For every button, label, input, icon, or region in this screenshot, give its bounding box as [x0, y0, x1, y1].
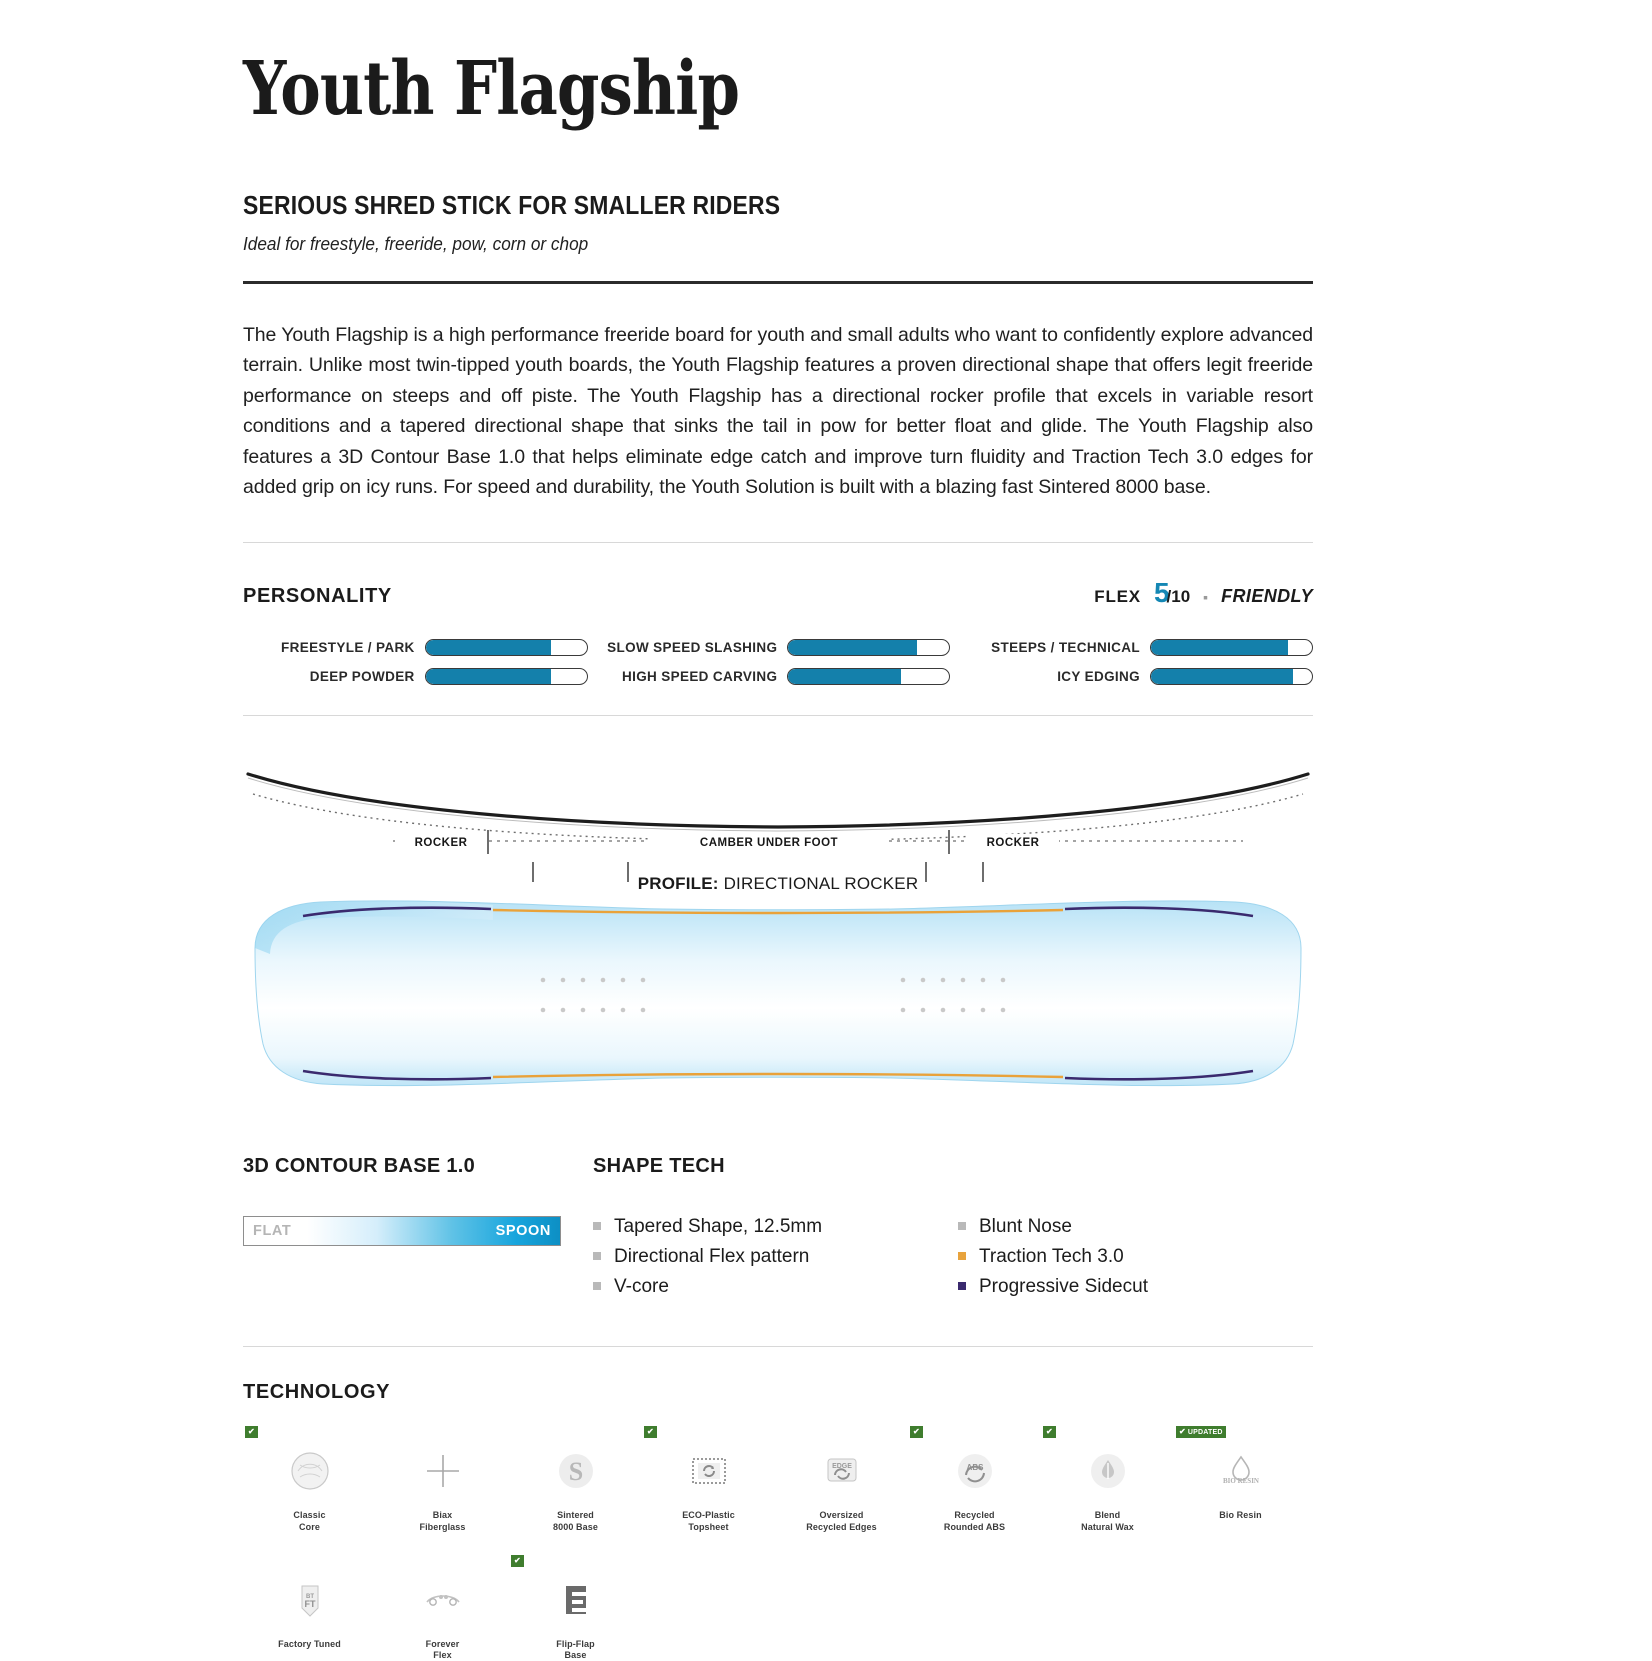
technology-item-label: [376, 1510, 509, 1533]
shape-tech-label: Tapered Shape, 12.5mm: [614, 1216, 823, 1238]
product-description: The Youth Flagship is a high performance freeride board for youth and small adults who want to confidently explore advanced terrain. Unlike most twin-tipped youth boards, the Youth Flagship features a proven directional shape that offers legit freeride performance on steeps and off piste. The Youth Flagship has a directional rocker profile that excels in variable resort conditions and a tapered directional shape that sinks the tail in pow for better float and glide. The Youth Flagship also features a 3D Contour Base 1.0 that helps eliminate edge catch and improve turn fluidity and Traction Tech 3.0 edges for added grip on icy runs. For speed and durability, the Youth Solution is built with a blazing fast Sintered 8000 base.: [243, 324, 1313, 499]
product-tagline: Ideal for freestyle, freeride, pow, corn or chop: [243, 233, 589, 254]
bullet-icon: [593, 1252, 601, 1260]
bullet-icon: [958, 1282, 966, 1290]
personality-bar-row: [606, 639, 951, 656]
eco-plastic-topsheet-icon: [642, 1440, 775, 1502]
personality-bar-label: STEEPS / TECHNICAL: [991, 640, 1140, 656]
shape-tech-label: Directional Flex pattern: [614, 1246, 810, 1268]
flex-denominator: /10: [1166, 587, 1191, 607]
header-divider: [243, 281, 1313, 284]
flex-value: 5: [1153, 577, 1170, 609]
personality-bar-track: [1150, 668, 1313, 685]
personality-bar-fill: [788, 640, 917, 655]
technology-item-label: [243, 1639, 376, 1650]
personality-bar-track: [787, 639, 950, 656]
profile-caption: [243, 874, 1313, 894]
oversized-recycled-edges-icon: [775, 1440, 908, 1502]
personality-bar-track: [1150, 639, 1313, 656]
technology-item-label: [775, 1510, 908, 1533]
contour-and-shape-tech: [243, 1155, 1313, 1298]
personality-bar-label: HIGH SPEED CARVING: [622, 669, 778, 685]
technology-item-label-line1: Recycled: [954, 1510, 995, 1521]
technology-icon-row-2: [243, 1555, 1313, 1661]
technology-item-label-line1: Sintered: [557, 1510, 594, 1521]
technology-item-label-line1: Biax: [432, 1510, 453, 1521]
updated-badge: [1176, 1426, 1226, 1438]
bullet-icon: [593, 1282, 601, 1290]
snowboard-graphic: [243, 896, 1313, 1111]
technology-item: [1174, 1426, 1307, 1533]
technology-item-label: [509, 1510, 642, 1533]
flex-descriptor: FRIENDLY: [1221, 586, 1313, 607]
personality-heading: PERSONALITY: [243, 585, 392, 608]
eco-badge: [511, 1555, 524, 1567]
description-divider: [243, 542, 1313, 543]
product-subtitle: SERIOUS SHRED STICK FOR SMALLER RIDERS: [243, 192, 781, 220]
snowboard-illustration: [243, 896, 1313, 1111]
contour-scale-min: FLAT: [253, 1223, 292, 1240]
profile-right-label: ROCKER: [986, 837, 1040, 850]
profile-diagram: [243, 742, 1313, 894]
shape-tech-item: [593, 1216, 948, 1238]
eco-badge: [1043, 1426, 1056, 1438]
svg-text:BIO RESIN: BIO RESIN: [1222, 1477, 1259, 1486]
personality-bar-track: [425, 668, 588, 685]
bullet-icon: [958, 1252, 966, 1260]
personality-bar-row: [968, 639, 1313, 656]
technology-item-label-line2: Flex: [433, 1650, 452, 1661]
profile-center-label: CAMBER UNDER FOOT: [699, 837, 839, 850]
technology-item-label-line1: ECO-Plastic: [682, 1510, 735, 1521]
eco-badge: [245, 1426, 258, 1438]
personality-bar-row: [243, 639, 588, 656]
personality-bar-label: SLOW SPEED SLASHING: [607, 640, 778, 656]
technology-item-label-line2: Natural Wax: [1081, 1521, 1134, 1532]
bullet-icon: [593, 1222, 601, 1230]
shape-tech-label: Blunt Nose: [979, 1216, 1072, 1238]
personality-bar-track: [787, 668, 950, 685]
profile-caption-value: DIRECTIONAL ROCKER: [723, 874, 919, 894]
biax-fiberglass-icon: [376, 1440, 509, 1502]
page-title: Youth Flagship: [243, 46, 740, 132]
contour-heading: 3D CONTOUR BASE 1.0: [243, 1155, 476, 1178]
svg-text:EDGE: EDGE: [831, 1463, 852, 1471]
svg-text:FT: FT: [304, 1598, 315, 1609]
technology-item: [1041, 1426, 1174, 1533]
technology-item-label: [243, 1510, 376, 1533]
bio-resin-icon: [1174, 1440, 1307, 1502]
eco-badge: [910, 1426, 923, 1438]
shape-tech-item: [958, 1246, 1313, 1268]
eco-badge: [644, 1426, 657, 1438]
flex-label: FLEX: [1094, 587, 1141, 607]
leaf-check-icon: ✔: [647, 1427, 654, 1437]
forever-flex-icon: [376, 1569, 509, 1631]
technology-item: [509, 1555, 642, 1661]
personality-bars: [243, 639, 1313, 685]
technology-item-label-line1: Classic: [293, 1510, 326, 1521]
flex-rating: [1094, 579, 1313, 607]
personality-bar-fill: [1151, 669, 1293, 684]
personality-bar-fill: [1151, 640, 1288, 655]
technology-item: [642, 1426, 775, 1533]
technology-item-label-line2: Topsheet: [688, 1521, 729, 1532]
technology-heading: TECHNOLOGY: [243, 1381, 391, 1404]
technology-item-label-line1: Flip-Flap: [556, 1638, 595, 1649]
leaf-check-icon: ✔: [514, 1555, 521, 1565]
profile-caption-key: PROFILE:: [637, 874, 719, 894]
svg-text:ABS: ABS: [966, 1463, 983, 1473]
technology-item: [243, 1555, 376, 1661]
sintered-base-icon: [509, 1440, 642, 1502]
personality-bar-fill: [426, 640, 552, 655]
technology-item: [243, 1426, 376, 1533]
recycled-abs-icon: [908, 1440, 1041, 1502]
technology-item: [775, 1426, 908, 1533]
contour-scale: [243, 1216, 561, 1246]
technology-item-label-line2: 8000 Base: [553, 1521, 598, 1532]
shape-tech-item: [593, 1276, 948, 1298]
flip-flap-base-icon: [509, 1569, 642, 1631]
shape-tech-item: [593, 1246, 948, 1268]
svg-text:S: S: [568, 1457, 583, 1487]
personality-bar-row: [243, 668, 588, 685]
personality-bar-row: [968, 668, 1313, 685]
technology-item: [376, 1426, 509, 1533]
technology-item-label-line2: Core: [299, 1521, 320, 1532]
technology-item-label-line2: Fiberglass: [419, 1521, 466, 1532]
personality-header: [243, 579, 1313, 608]
technology-item-label-line2: Recycled Edges: [806, 1521, 877, 1532]
technology-item: [509, 1426, 642, 1533]
personality-bar-row: [606, 668, 951, 685]
natural-wax-icon: [1041, 1440, 1174, 1502]
technology-icon-row-1: [243, 1426, 1313, 1533]
bullet-icon: [958, 1222, 966, 1230]
technology-item-label: [1174, 1510, 1307, 1521]
technology-item: [908, 1426, 1041, 1533]
flex-separator-icon: ▪: [1203, 589, 1209, 606]
technology-item-label: [376, 1639, 509, 1661]
contour-column: [243, 1155, 593, 1298]
personality-bar-label: FREESTYLE / PARK: [281, 640, 415, 656]
technology-item-label-line1: Factory Tuned: [278, 1638, 341, 1649]
factory-tuned-icon: [243, 1569, 376, 1631]
shape-tech-label: Traction Tech 3.0: [979, 1246, 1124, 1268]
personality-bar-fill: [788, 669, 901, 684]
contour-scale-max: SPOON: [495, 1223, 551, 1240]
svg-text:BT: BT: [305, 1593, 314, 1600]
personality-bar-fill: [426, 669, 552, 684]
technology-item-label-line1: Blend: [1094, 1510, 1121, 1521]
classic-core-icon: [243, 1440, 376, 1502]
technology-item-label-line1: Forever: [425, 1638, 460, 1649]
personality-bar-label: DEEP POWDER: [309, 669, 415, 685]
technology-item-label: [1041, 1510, 1174, 1533]
shape-tech-divider: [243, 1346, 1313, 1347]
technology-item-label: [908, 1510, 1041, 1533]
technology-item-label-line2: Base: [564, 1650, 587, 1661]
shape-tech-column: [593, 1155, 1313, 1298]
personality-bar-track: [425, 639, 588, 656]
leaf-check-icon: ✔: [1046, 1427, 1053, 1437]
leaf-check-icon: ✔: [248, 1427, 255, 1437]
technology-item-label-line1: Oversized: [819, 1510, 864, 1521]
shape-tech-list: [593, 1216, 1313, 1298]
shape-tech-item: [958, 1216, 1313, 1238]
technology-item-label-line2: Rounded ABS: [943, 1521, 1006, 1532]
technology-item-label-line1: Bio Resin: [1219, 1510, 1262, 1521]
updated-badge-label: UPDATED: [1187, 1428, 1223, 1436]
profile-left-label: ROCKER: [414, 837, 468, 850]
profile-curve-graphic: [243, 742, 1313, 882]
leaf-check-icon: ✔: [913, 1427, 920, 1437]
shape-tech-label: Progressive Sidecut: [979, 1276, 1148, 1298]
shape-tech-label: V-core: [614, 1276, 669, 1298]
technology-item: [376, 1555, 509, 1661]
leaf-check-icon: ✔: [1179, 1427, 1186, 1437]
shape-tech-item: [958, 1276, 1313, 1298]
technology-item-label: [642, 1510, 775, 1533]
personality-bar-label: ICY EDGING: [1057, 669, 1140, 685]
personality-divider: [243, 715, 1313, 716]
technology-item-label: [509, 1639, 642, 1661]
shape-tech-heading: SHAPE TECH: [593, 1155, 725, 1178]
